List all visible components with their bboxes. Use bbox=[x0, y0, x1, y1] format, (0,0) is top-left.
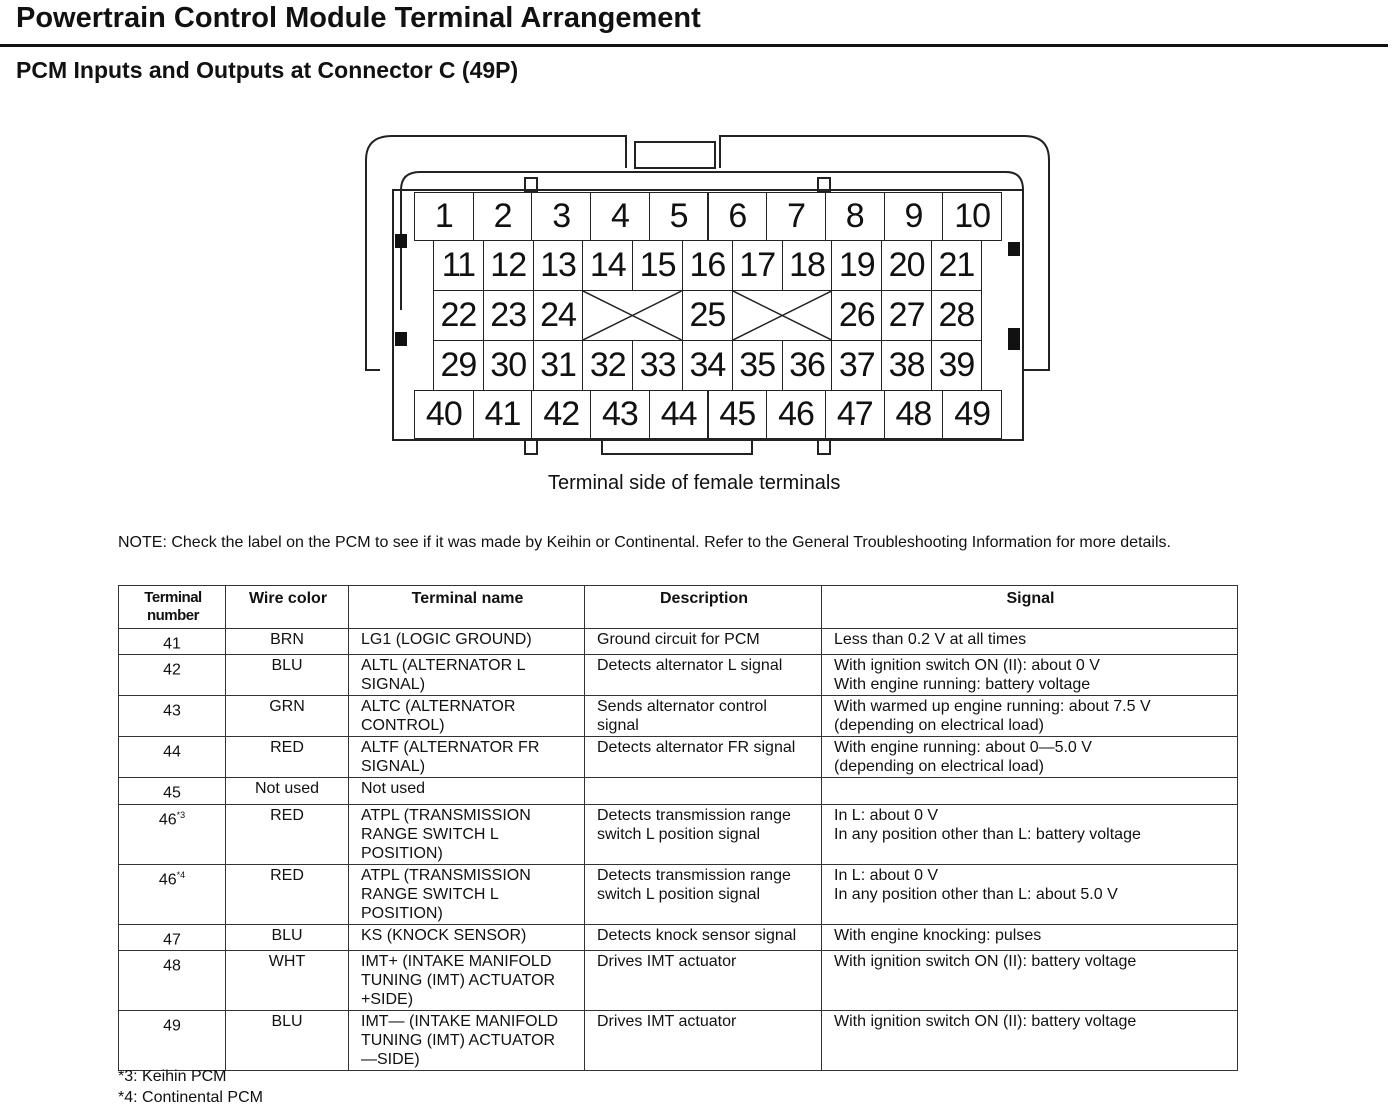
terminal-name: LG1 (LOGIC GROUND) bbox=[349, 629, 585, 655]
terminal-3: 3 bbox=[531, 192, 591, 241]
terminal-49: 49 bbox=[942, 390, 1002, 439]
terminal-number-value: 49 bbox=[163, 1017, 181, 1035]
wire-color: RED bbox=[226, 864, 349, 924]
table-row bbox=[119, 924, 1238, 950]
signal bbox=[822, 778, 1238, 804]
signal: With engine running: about 0—5.0 V (depending on electrical load) bbox=[822, 737, 1238, 778]
table-row bbox=[119, 696, 1238, 737]
terminal-31: 31 bbox=[533, 340, 584, 391]
description: Drives IMT actuator bbox=[585, 950, 822, 1010]
wire-color: WHT bbox=[226, 950, 349, 1010]
terminal-20: 20 bbox=[881, 240, 932, 291]
table-row bbox=[119, 950, 1238, 1010]
header-signal: Signal bbox=[822, 586, 1238, 629]
wire-color: BRN bbox=[226, 629, 349, 655]
description: Sends alternator control signal bbox=[585, 696, 822, 737]
signal: With ignition switch ON (II): battery voltage bbox=[822, 1010, 1238, 1070]
note-text: NOTE: Check the label on the PCM to see if it was made by Keihin or Continental. Refer to the General Troubleshooting Information for more details. bbox=[118, 534, 1171, 551]
table-row bbox=[119, 1010, 1238, 1070]
terminal-41: 41 bbox=[473, 390, 533, 439]
wire-color: BLU bbox=[226, 655, 349, 696]
wire-color: GRN bbox=[226, 696, 349, 737]
terminal-25: 25 bbox=[682, 290, 733, 341]
terminal-number-value: 44 bbox=[163, 743, 181, 761]
terminal-name: IMT+ (INTAKE MANIFOLD TUNING (IMT) ACTUATOR +SIDE) bbox=[349, 950, 585, 1010]
terminal-47: 47 bbox=[825, 390, 885, 439]
terminal-1: 1 bbox=[414, 192, 474, 241]
terminal-10: 10 bbox=[942, 192, 1002, 241]
terminal-27: 27 bbox=[881, 290, 932, 341]
terminal-34: 34 bbox=[682, 340, 733, 391]
blocked-cavity bbox=[582, 290, 683, 341]
signal: In L: about 0 V In any position other than L: about 5.0 V bbox=[822, 864, 1238, 924]
terminal-number-value: 45 bbox=[163, 784, 181, 802]
terminal-14: 14 bbox=[582, 240, 633, 291]
terminal-39: 39 bbox=[931, 340, 982, 391]
header-description: Description bbox=[585, 586, 822, 629]
terminal-4: 4 bbox=[590, 192, 650, 241]
terminal-13: 13 bbox=[533, 240, 584, 291]
header-terminal-name: Terminal name bbox=[349, 586, 585, 629]
signal: With engine knocking: pulses bbox=[822, 924, 1238, 950]
terminal-18: 18 bbox=[782, 240, 833, 291]
wire-color: RED bbox=[226, 737, 349, 778]
terminal-19: 19 bbox=[831, 240, 882, 291]
terminal-number bbox=[119, 737, 226, 778]
signal: With ignition switch ON (II): battery voltage bbox=[822, 950, 1238, 1010]
terminal-36: 36 bbox=[782, 340, 833, 391]
terminal-28: 28 bbox=[931, 290, 982, 341]
terminal-40: 40 bbox=[414, 390, 474, 439]
terminal-8: 8 bbox=[825, 192, 885, 241]
terminal-7: 7 bbox=[766, 192, 826, 241]
terminal-number bbox=[119, 1010, 226, 1070]
connector-caption: Terminal side of female terminals bbox=[548, 472, 841, 494]
signal: Less than 0.2 V at all times bbox=[822, 629, 1238, 655]
blocked-cavity bbox=[732, 290, 833, 341]
description: Detects transmission range switch L position signal bbox=[585, 804, 822, 864]
terminal-number-value: 43 bbox=[163, 702, 181, 720]
table-row bbox=[119, 864, 1238, 924]
terminal-number bbox=[119, 655, 226, 696]
table-row bbox=[119, 737, 1238, 778]
footnote-continental: *4: Continental PCM bbox=[118, 1089, 263, 1106]
terminal-number-value: 41 bbox=[163, 635, 181, 653]
terminal-number-value: 47 bbox=[163, 930, 181, 948]
wire-color: BLU bbox=[226, 1010, 349, 1070]
terminal-46: 46 bbox=[766, 390, 826, 439]
table-row bbox=[119, 629, 1238, 655]
table-row bbox=[119, 655, 1238, 696]
terminal-number-value: 48 bbox=[163, 957, 181, 975]
terminal-48: 48 bbox=[884, 390, 944, 439]
terminal-number bbox=[119, 778, 226, 804]
terminal-12: 12 bbox=[483, 240, 534, 291]
terminal-name: ATPL (TRANSMISSION RANGE SWITCH L POSITION) bbox=[349, 804, 585, 864]
terminal-38: 38 bbox=[881, 340, 932, 391]
terminal-16: 16 bbox=[682, 240, 733, 291]
terminal-5: 5 bbox=[649, 192, 709, 241]
terminal-11: 11 bbox=[433, 240, 484, 291]
terminal-number-value: 42 bbox=[163, 661, 181, 679]
terminal-21: 21 bbox=[931, 240, 982, 291]
terminal-33: 33 bbox=[632, 340, 683, 391]
description bbox=[585, 778, 822, 804]
terminal-number bbox=[119, 804, 226, 864]
description: Detects knock sensor signal bbox=[585, 924, 822, 950]
terminal-42: 42 bbox=[531, 390, 591, 439]
footnote-ref: *3 bbox=[176, 809, 186, 820]
signal: With ignition switch ON (II): about 0 V With engine running: battery voltage bbox=[822, 655, 1238, 696]
terminal-26: 26 bbox=[831, 290, 882, 341]
table-row bbox=[119, 778, 1238, 804]
terminal-17: 17 bbox=[732, 240, 783, 291]
description: Detects alternator L signal bbox=[585, 655, 822, 696]
terminal-43: 43 bbox=[590, 390, 650, 439]
terminal-name: ALTF (ALTERNATOR FR SIGNAL) bbox=[349, 737, 585, 778]
signal: With warmed up engine running: about 7.5 V (depending on electrical load) bbox=[822, 696, 1238, 737]
terminal-name: IMT— (INTAKE MANIFOLD TUNING (IMT) ACTUATOR —SIDE) bbox=[349, 1010, 585, 1070]
description: Ground circuit for PCM bbox=[585, 629, 822, 655]
signal: In L: about 0 V In any position other than L: battery voltage bbox=[822, 804, 1238, 864]
terminal-37: 37 bbox=[831, 340, 882, 391]
footnote-keihin: *3: Keihin PCM bbox=[118, 1068, 227, 1085]
terminal-35: 35 bbox=[732, 340, 783, 391]
terminal-number-value: 46 bbox=[158, 870, 177, 888]
terminal-table bbox=[118, 585, 1238, 1071]
terminal-29: 29 bbox=[433, 340, 484, 391]
footnote-ref: *4 bbox=[176, 869, 186, 880]
terminal-6: 6 bbox=[708, 192, 768, 241]
terminal-number-value: 46 bbox=[158, 810, 177, 828]
terminal-32: 32 bbox=[582, 340, 633, 391]
terminal-name: ALTL (ALTERNATOR L SIGNAL) bbox=[349, 655, 585, 696]
page-title: Powertrain Control Module Terminal Arrangement bbox=[16, 2, 701, 34]
terminal-24: 24 bbox=[533, 290, 584, 341]
header-wire-color: Wire color bbox=[226, 586, 349, 629]
wire-color: Not used bbox=[226, 778, 349, 804]
wire-color: BLU bbox=[226, 924, 349, 950]
terminal-44: 44 bbox=[649, 390, 709, 439]
terminal-30: 30 bbox=[483, 340, 534, 391]
terminal-number bbox=[119, 864, 226, 924]
terminal-name: KS (KNOCK SENSOR) bbox=[349, 924, 585, 950]
terminal-name: ATPL (TRANSMISSION RANGE SWITCH L POSITION) bbox=[349, 864, 585, 924]
wire-color: RED bbox=[226, 804, 349, 864]
table-row bbox=[119, 804, 1238, 864]
terminal-23: 23 bbox=[483, 290, 534, 341]
terminal-number bbox=[119, 950, 226, 1010]
terminal-number bbox=[119, 696, 226, 737]
header-terminal-number: Terminal number bbox=[119, 586, 226, 629]
description: Detects alternator FR signal bbox=[585, 737, 822, 778]
description: Drives IMT actuator bbox=[585, 1010, 822, 1070]
terminal-22: 22 bbox=[433, 290, 484, 341]
description: Detects transmission range switch L position signal bbox=[585, 864, 822, 924]
terminal-name: ALTC (ALTERNATOR CONTROL) bbox=[349, 696, 585, 737]
terminal-45: 45 bbox=[708, 390, 768, 439]
terminal-number bbox=[119, 629, 226, 655]
terminal-2: 2 bbox=[473, 192, 533, 241]
terminal-15: 15 bbox=[632, 240, 683, 291]
terminal-name: Not used bbox=[349, 778, 585, 804]
terminal-number bbox=[119, 924, 226, 950]
terminal-9: 9 bbox=[884, 192, 944, 241]
section-subtitle: PCM Inputs and Outputs at Connector C (49P) bbox=[16, 57, 519, 83]
